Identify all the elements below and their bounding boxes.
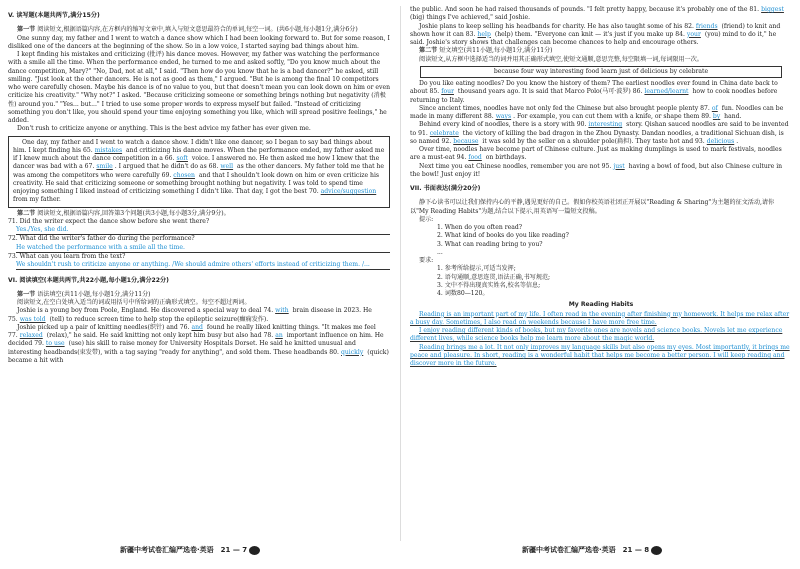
question-71: 71. Did the writer expect the dance show before she went there? (8, 217, 210, 225)
requirement-item: 1. 参考所给提示,可适当发挥; (437, 265, 516, 273)
hint-item: ... (437, 248, 443, 256)
section-5-title: V. 读写题(本题共两节,满分15分) (8, 12, 100, 20)
s6-part1-instructions-2: 阅读短文,在空白处填入适当的词或用括号中所给词的正确形式填空。每空不超过两词。 (17, 299, 251, 307)
essay-paragraph: Reading is an important part of my life. I often read in the evening after finishing my homework. It helps me relax after a busy day. Sometimes, I also read on weekends because I have more free time. (410, 310, 790, 326)
passage-paragraph: I kept finding his mistakes and criticizing (批评) his dance moves. However, my father was watching the performance with a smile all the time. When the performance ended, he turned to me and asked softly, "Do you know much about the dance competition, Mary?" "No, Dad, not at all," I said. "Then how do you know that he is a bad dancer?" he asked, still smiling. "Just look at the other dancers. He is not as good as them," I argued. "But he is among the final 10 competitors who were carefully chosen. Maybe his dance is of no value to you, but that doesn't mean you can look down on him or even criticize his creativity." "Why not?" I asked. "Because criticizing someone or something brings nothing but negativity (消极性) around you." "Yes... but..." I tried to use some proper words to express myself but failed. "Instead of criticizing something you don't like, you should spend your time enjoying something you like, which will spread positive feelings," he added. (8, 51, 390, 125)
answer-93: delicious (706, 137, 735, 145)
answer-82: friends (695, 22, 718, 30)
right-column (410, 6, 792, 368)
hint-item: 1. When do you often read? (437, 224, 523, 232)
answer-66: soft (176, 155, 188, 163)
answer-72: He watched the performance with a smile all the time. (16, 244, 390, 253)
answer-83: help (477, 30, 491, 38)
part2-instructions: 第二节 阅读短文,根据语篇内容,回答第3个问题(共3小题,每小题3分,满分9分)。 (17, 209, 230, 217)
grammar-passage: Joshie picked up a pair of knitting needles(织针) and 76. and found he really liked knitting things. "It makes me feel 77. relaxed (relax)," he said. He said knitting not only kept him busy but also had 78. an important influence on him. He decided 79. to use (use) his skill to raise money for University Hospitals Dorset. He said he knitted unusual and interesting headbands(束发带), with a tag saying "ready for anything", and sold them. These headbands 80. quickly (quick) became a hit with (8, 323, 389, 364)
answer-95: just (613, 162, 625, 170)
answer-80: quickly (340, 348, 364, 356)
requirements-label: 要求: (419, 257, 434, 265)
noodle-passage: Behind every kind of noodles, there is a story with 90. interesting story. Qishan sauced noodles are said to be invented to 91. celebrate the victory of killing the bad dragon in the Zhou Dynasty. Dandan noodles, a traditional Sichuan dish, is so named 92. because it was sold by the seller on a shoulder pole(扁担). They taste hot and 93. delicious . (410, 121, 789, 145)
hint-item: 2. What kind of books do you like reading? (437, 232, 569, 240)
hints-label: 提示: (419, 215, 434, 223)
part1-instructions: 第一节 阅读短文,根据语篇内容,在方框内的缩写文章中,填入与短文意思最符合的单词,每空一词。(共6小题,每小题1分,满分6分) (17, 26, 358, 34)
section-7-title: VII. 书面表达(满分20分) (410, 185, 481, 193)
summary-text: One day, my father and I went to watch a dance show. I didn't like one dancer, so I began to say bad things about him. I kept finding his 65. mistakes and criticizing his dance moves. When the performance ended, my father asked me if I knew much about the dance competition in a 66. soft voice. I answered no. He then asked me how I knew that the dancer was bad with a 67. smile . I argued that he didn't do as 68. well as the other dancers. My father told me that he was among the competitors who were carefully 69. chosen and that I shouldn't look down on him or even criticize his creativity. He said that criticizing someone or something brought nothing but negativity. I was told to spend time enjoying something I liked instead of criticizing something I didn't like. That day, I got the best 70. advice/suggestion from my father. (13, 138, 385, 204)
publisher-logo-icon (249, 546, 260, 555)
passage-paragraph: One sunny day, my father and I went to watch a dance show which I had been looking forward to. But for some reason, I disliked one of the dancers at the beginning of the show. So in a low voice, I started saying bad things about him. (8, 34, 390, 50)
answer-92: because (453, 137, 479, 145)
left-column (8, 6, 390, 365)
answer-78: an (275, 332, 283, 340)
answer-77: relaxed (19, 332, 43, 340)
footer-right (522, 545, 662, 555)
requirement-item: 2. 语句通顺,意思连贯,语法正确,书写规范; (437, 273, 551, 281)
answer-65: mistakes (94, 146, 123, 154)
s6-part1-instructions: 第一节 语法填空(共11小题,每小题1分,满分11分) (17, 290, 151, 298)
noodle-passage: Next time you eat Chinese noodles, remember you are not 95. just having a bowl of food, but also Chinese culture in the bowl! Just enjoy it! (410, 162, 783, 178)
footer-left-text: 新疆中考试卷汇编严选卷·英语 21 — 7 (120, 546, 248, 554)
answer-71: Yes./Yes, she did. (16, 226, 390, 235)
answer-75: was told (19, 315, 46, 323)
grammar-passage-cont: the public. And soon he had raised thousands of pounds. "I felt pretty happy, because it's probably one of the 81. biggest (big) things I've achieved," said Joshie. (410, 6, 784, 22)
summary-box (8, 136, 390, 208)
essay-paragraph: Reading brings me a lot. It not only improves my language skills but also opens my eyes. Most importantly, it brings me peace and pleasure. In short, reading is a wonderful habit that helps me become a better person. I will keep reading and discover more in the future. (410, 343, 790, 368)
essay-title: My Reading Habits (568, 301, 634, 309)
answer-67: smile (96, 163, 113, 171)
answer-91: celebrate (429, 129, 459, 137)
noodle-passage: Do you like eating noodles? Do you know the history of them? The earliest noodles ever found in China date back to about 85. four thousand years ago. It is said that Marco Polo(马可·波罗) 86. learned/learnt how to cook noodles before returning to Italy. (410, 80, 778, 104)
answer-79: to use (45, 340, 65, 348)
answer-89: by (712, 113, 721, 120)
noodle-passage: Over time, noodles have become part of Chinese culture. Just as making dumplings is used to mark festivals, noodles are a must-eat 94. food on birthdays. (410, 146, 782, 162)
s6-part2-instructions-2: 阅读短文,从方框中选择适当的词并用其正确形式填空,使短文通顺,意思完整,每空限填一词,每词限用一次。 (419, 55, 703, 63)
requirement-item: 4. 词数80—120。 (437, 290, 489, 298)
answer-81: biggest (761, 6, 784, 13)
writing-instructions: 静下心读书可以让我们保持内心的平静,遇见更好的自己。假如你校英语社团正开展以"Reading & Sharing"为主题的征文活动,请你以"My Reading Habits"为题,结合以下提示,用英语写一篇短文投稿。 (410, 199, 775, 215)
answer-84: your (686, 30, 701, 38)
essay-paragraph: I enjoy reading different kinds of books, but my favorite ones are novels and science books. Novels let me experience different lives, while science books help me learn more about the magic world. (410, 327, 783, 343)
answer-86: learned/learnt (644, 88, 689, 96)
answer-74: with (275, 307, 289, 315)
answer-73: We shouldn't rush to criticize anyone or anything. /We should admire others' efforts instead of criticizing them. /... (16, 261, 390, 270)
answer-94: food (468, 154, 482, 162)
footer-left (120, 545, 260, 555)
answer-69: chosen (173, 171, 195, 179)
publisher-logo-icon (651, 546, 662, 555)
word-bank-box: because four way interesting food learn just of delicious by celebrate (420, 66, 782, 78)
answer-76: and (191, 323, 203, 331)
answer-88: ways (495, 113, 512, 120)
answer-68: well (220, 163, 234, 171)
hint-item: 3. What can reading bring to you? (437, 240, 543, 248)
passage-paragraph: Don't rush to criticize anyone or anything. This is the best advice my father has ever given me. (17, 125, 311, 133)
s6-part2-instructions: 第二节 短文填空(共11小题,每小题1分,满分11分) (419, 47, 553, 55)
answer-85: four (441, 88, 454, 96)
answer-87: of (711, 104, 718, 112)
column-divider (400, 6, 401, 541)
question-72: 72. What did the writer's father do during the performance? (8, 235, 195, 243)
footer-right-text: 新疆中考试卷汇编严选卷·英语 21 — 8 (522, 546, 650, 554)
noodle-passage: Since ancient times, noodles have not only fed the Chinese but also brought people plenty 87. of fun. Noodles can be made in many different 88. ways . For example, you can cut them with a knife, or shape them 89. by hand. (410, 104, 784, 120)
section-6-title: VI. 阅读填空(本题共两节,共22小题,每小题1分,满分22分) (8, 276, 169, 284)
answer-90: interesting (588, 121, 623, 129)
question-73: 73. What can you learn from the text? (8, 252, 126, 260)
answer-70: advice/suggestion (320, 188, 377, 196)
requirement-item: 3. 文中不得出现真实姓名,校名等信息; (437, 281, 541, 289)
grammar-passage: Joshie is a young boy from Poole, England. He discovered a special way to deal 74. with brain disease in 2023. He 75. was told (tell) to reduce screen time to help stop the epileptic seizure(癫痫发作). (8, 307, 372, 323)
grammar-passage-cont: Joshie plans to keep selling his headbands for charity. He has also taught some of his 82. friends (friend) to knit and shown how it can 83. help (help) them. "Everyone can knit — it's just if you make up 84. your (you) mind to do it," he said. Joshie's story shows that challenges can become chances to help and encourage others. (410, 22, 781, 46)
